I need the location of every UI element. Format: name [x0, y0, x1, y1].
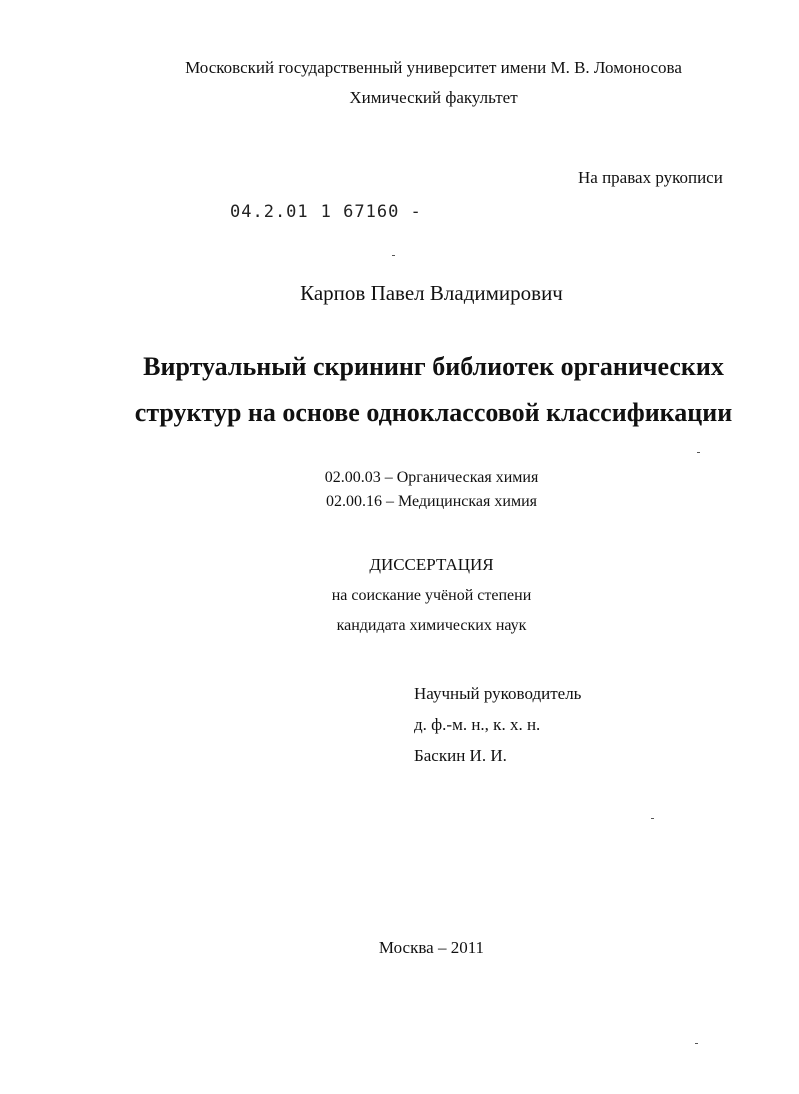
supervisor-name: Баскин И. И.: [414, 746, 507, 765]
stamp-number: 1 67160 -: [320, 202, 422, 222]
scan-speck: [695, 1043, 698, 1044]
specialty-organic-chemistry: 02.00.03 – Органическая химия: [324, 469, 539, 486]
rights-note: На правах рукописи: [578, 168, 723, 187]
author-name: Карпов Павел Владимирович: [300, 281, 563, 305]
stamp-code: 04.2.01: [230, 202, 309, 222]
scan-speck: [697, 452, 700, 453]
place-and-year: Москва – 2011: [378, 938, 485, 957]
degree-line-1: на соискание учёной степени: [331, 587, 532, 604]
supervisor-label: Научный руководитель: [414, 684, 582, 703]
thesis-title-line-2: структур на основе одноклассовой классификации: [134, 398, 733, 427]
scan-speck: [392, 255, 395, 256]
degree-line-2: кандидата химических наук: [336, 617, 527, 634]
faculty-name: Химический факультет: [349, 88, 518, 107]
supervisor-degrees: д. ф.-м. н., к. х. н.: [414, 715, 541, 734]
thesis-title-line-1: Виртуальный скрининг библиотек органических: [143, 352, 724, 381]
scan-speck: [651, 818, 654, 819]
university-name: Московский государственный университет имени М. В. Ломоносова: [185, 58, 682, 77]
specialty-medicinal-chemistry: 02.00.16 – Медицинская химия: [326, 493, 537, 510]
registration-stamp: [230, 202, 422, 222]
document-type: ДИССЕРТАЦИЯ: [369, 555, 494, 574]
